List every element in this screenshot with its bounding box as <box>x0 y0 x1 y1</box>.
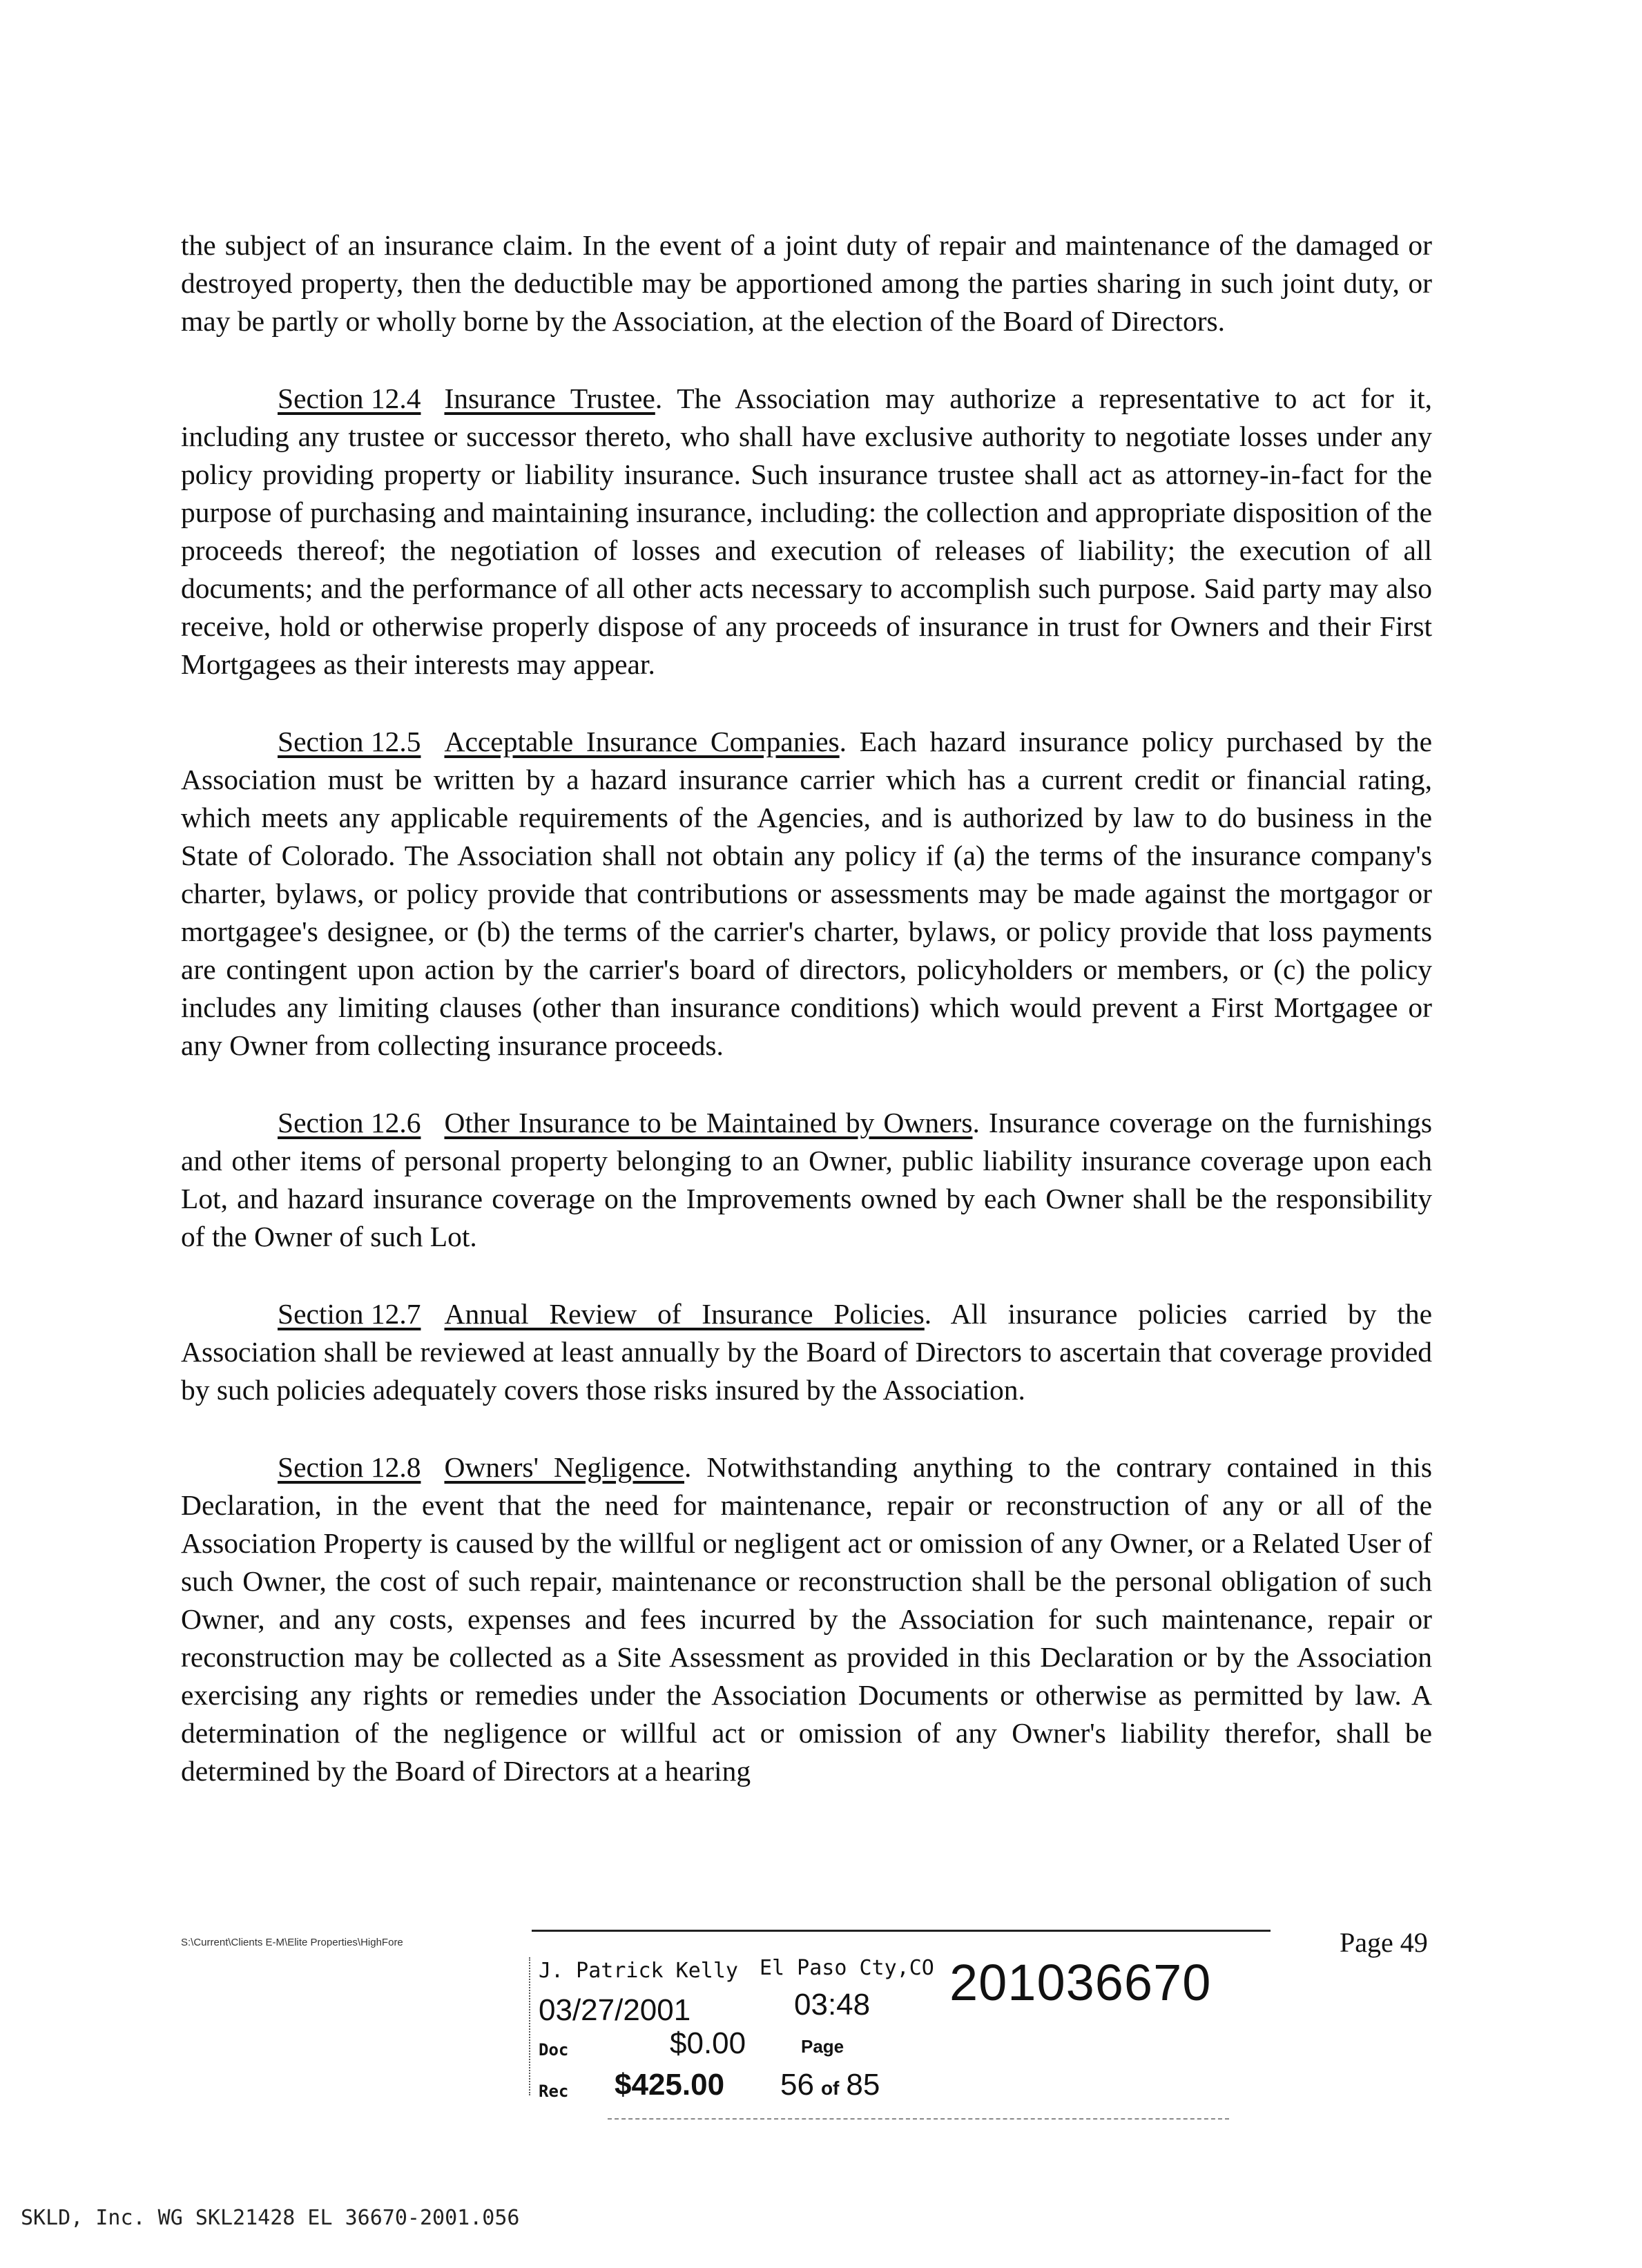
doc-fee-value: $0.00 <box>670 2026 746 2060</box>
doc-fee-label: Doc <box>539 2040 569 2059</box>
section-12-7 <box>181 1295 1432 1409</box>
recording-stamp <box>532 1944 1291 2123</box>
scan-noise-line <box>608 2118 1229 2120</box>
section-text: . Insurance coverage on the furnishings and other items of personal property belonging to an Owner, public liability insurance coverage upon each Lot, and hazard insurance coverage on the Improvements owned by each Owner shall be the responsibility of the Owner of such Lot. <box>181 1107 1432 1252</box>
recording-time: 03:48 <box>794 1988 871 2022</box>
rec-fee-label: Rec <box>539 2082 569 2101</box>
of-label: of <box>820 2077 840 2099</box>
page-number: Page 49 <box>1340 1927 1428 1958</box>
section-title: Insurance Trustee <box>444 382 655 414</box>
intro-paragraph: the subject of an insurance claim. In the event of a joint duty of repair and maintenance of the damaged or destroyed property, then the deductible may be apportioned among the parties sharing in such joint duty, or may be partly or wholly borne by the Association, at the election of the Board of Directors. <box>181 229 1432 337</box>
section-label: Section 12.5 <box>278 726 421 757</box>
section-title: Owners' Negligence <box>444 1451 684 1483</box>
section-label: Section 12.6 <box>278 1107 421 1138</box>
county-name: El Paso Cty,CO <box>760 1956 934 1980</box>
section-title: Other Insurance to be Maintained by Owners <box>444 1107 973 1138</box>
section-text: . The Association may authorize a representative to act for it, including any trustee or successor thereto, who shall have exclusive authority to negotiate losses under any policy providing property or liability insurance. Such insurance trustee shall act as attorney-in-fact for the purpose of purchasing and maintaining insurance, including: the collection and appropriate disposition of the proceeds thereof; the negotiation of losses and execution of releases of liability; the execution of all documents; and the performance of all other acts necessary to accomplish such purpose. Said party may also receive, hold or otherwise properly dispose of any proceeds of insurance in trust for Owners and their First Mortgagees as their interests may appear. <box>181 382 1433 680</box>
section-title: Acceptable Insurance Companies <box>444 726 840 757</box>
section-label: Section 12.7 <box>278 1298 421 1330</box>
document-body <box>181 226 1432 1830</box>
page-count <box>780 2068 880 2102</box>
stamp-left-border <box>529 1957 530 2095</box>
section-text: . Each hazard insurance policy purchased by the Association must be written by a hazard insurance carrier which has a current credit or financial rating, which meets any applicable requirements of the Agencies, and is authorized by law to do business in the State of Colorado. The Association shall not obtain any policy if (a) the terms of the insurance company's charter, bylaws, or policy provide that contributions or assessments may be made against the mortgagor or mortgagee's designee, or (b) the terms of the carrier's charter, bylaws, or policy provide that loss payments are contingent upon action by the carrier's board of directors, policyholders or members, or (c) the policy includes any limiting clauses (other than insurance conditions) which would prevent a First Mortgagee or any Owner from collecting insurance proceeds. <box>181 726 1432 1061</box>
stamp-top-rule <box>532 1930 1271 1932</box>
reception-number: 201036670 <box>949 1954 1212 2011</box>
section-label: Section 12.4 <box>278 382 421 414</box>
recorder-name: J. Patrick Kelly <box>539 1959 738 1983</box>
section-12-4 <box>181 380 1432 684</box>
section-text: . Notwithstanding anything to the contrary contained in this Declaration, in the event that the need for maintenance, repair or reconstruction of any or all of the Association Property is caused by the willful or negligent act or omission of any Owner, or a Related User of such Owner, the cost of such repair, maintenance or reconstruction shall be the personal obligation of such Owner, and any costs, expenses and fees incurred by the Association for such maintenance, repair or reconstruction may be collected as a Site Assessment as provided in this Declaration or by the Association exercising any rights or remedies under the Association Documents or otherwise as permitted by law. A determination of the negligence or willful act or omission of any Owner's liability therefor, shall be determined by the Board of Directors at a hearing <box>181 1451 1432 1787</box>
section-12-5 <box>181 723 1432 1065</box>
page-current: 56 <box>780 2068 814 2102</box>
section-12-6 <box>181 1104 1432 1256</box>
recording-date: 03/27/2001 <box>539 1993 691 2027</box>
section-text: . All insurance policies carried by the Association shall be reviewed at least annually by the Board of Directors to ascertain that coverage provided by such policies adequately covers those risks insured by the Association. <box>181 1298 1433 1406</box>
page-label: Page <box>801 2036 844 2057</box>
section-title: Annual Review of Insurance Policies <box>444 1298 925 1330</box>
rec-fee-value: $425.00 <box>615 2068 725 2102</box>
filing-reference: SKLD, Inc. WG SKL21428 EL 36670-2001.056 <box>21 2206 520 2230</box>
section-label: Section 12.8 <box>278 1451 421 1483</box>
section-12-8 <box>181 1448 1432 1790</box>
footer-file-path: S:\Current\Clients E-M\Elite Properties\HighFore <box>181 1937 403 1948</box>
page-total: 85 <box>846 2068 880 2102</box>
